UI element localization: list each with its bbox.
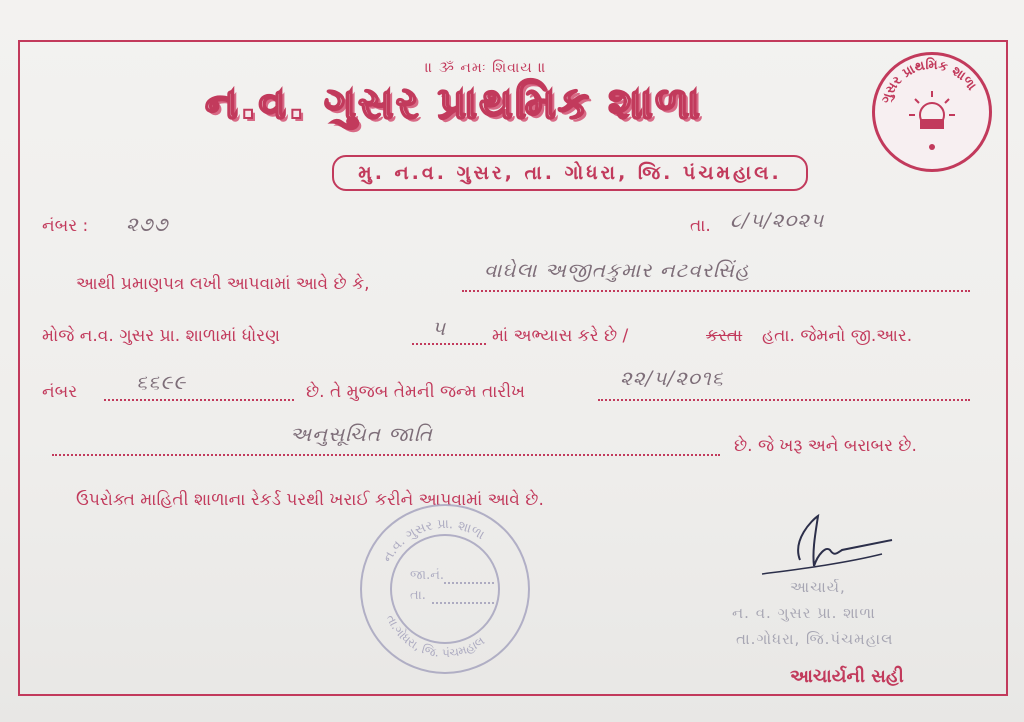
number-value: ૨૭૭ [126, 212, 169, 236]
stamp-inward-line [444, 582, 494, 584]
line4-suffix: છે. જે ખરૂ અને બરાબર છે. [734, 436, 917, 456]
invocation-text: ॥ ૐ નમઃ શિવાય ॥ [425, 60, 547, 76]
stamp-date-line [432, 602, 494, 604]
birth-date-line [598, 399, 970, 401]
line3-prefix: નંબર [42, 382, 78, 402]
line1-text: આથી પ્રમાણપત્ર લખી આપવામાં આવે છે કે, [76, 274, 370, 294]
address-text: મુ. ન.વ. ગુસર, તા. ગોધરા, જિ. પંચમહાલ. [358, 162, 782, 184]
logo-seal-graphic [875, 55, 989, 169]
rect-stamp-line3: તા.ગોધરા, જિ.પંચમહાલ [736, 630, 894, 648]
round-stamp-bottom-text: તા.ગોધરા, જિ. પંચમહાલ [383, 612, 488, 661]
number-label: નંબર : [42, 216, 89, 236]
line2-mid: માં અભ્યાસ કરે છે / [492, 326, 629, 346]
stamp-date-label: તા. [410, 588, 426, 603]
school-round-stamp [360, 504, 530, 674]
rect-stamp-line1: આચાર્ય, [790, 578, 846, 596]
logo-seal-text: ગુસર પ્રાથમિક શાળા [878, 57, 979, 106]
student-name-line [462, 290, 970, 292]
caste-value: અનુસૂચિત જાતિ [290, 422, 433, 446]
student-name-value: વાઘેલા અજીતકુમાર નટવરસિંહ [484, 258, 750, 282]
round-stamp-inner-ring [390, 534, 500, 644]
birth-date-value: ૨૨/૫/૨૦૧૬ [620, 366, 724, 390]
standard-value: ૫ [432, 316, 447, 340]
gr-number-value: ૬૬૯૯ [136, 370, 187, 394]
line2-struck-word: કરતા [706, 326, 743, 346]
gr-number-line [104, 399, 294, 401]
standard-line [412, 343, 486, 345]
line2-prefix: મોજે ન.વ. ગુસર પ્રા. શાળામાં ધોરણ [42, 326, 280, 346]
round-stamp-top-text: ન.વ. ગુસર પ્રા. શાળા [380, 516, 487, 565]
caste-line [52, 454, 720, 456]
signature-label: આચાર્યની સહી [790, 666, 904, 687]
closing-statement: ઉપરોક્ત માહિતી શાળાના રેકર્ડ પરથી ખરાઈ કરીને આપવામાં આવે છે. [76, 490, 544, 510]
svg-text:ગુસર પ્રાથમિક શાળા [879, 56, 979, 105]
date-label: તા. [690, 216, 711, 236]
address-banner [332, 155, 808, 191]
school-logo-seal [872, 52, 992, 172]
stamp-inward-label: જા.નં. [410, 568, 445, 583]
rect-stamp-line2: ન. વ. ગુસર પ્રા. શાળા [732, 604, 876, 622]
school-name-heading: ન.વ. ગુસર પ્રાથમિક શાળા [205, 78, 703, 129]
line3-mid: છે. તે મુજબ તેમની જન્મ તારીખ [306, 382, 526, 402]
date-value: ૮/૫/૨૦૨૫ [730, 208, 825, 232]
principal-signature [752, 510, 902, 580]
line2-suffix: હતા. જેમનો જી.આર. [762, 326, 913, 346]
